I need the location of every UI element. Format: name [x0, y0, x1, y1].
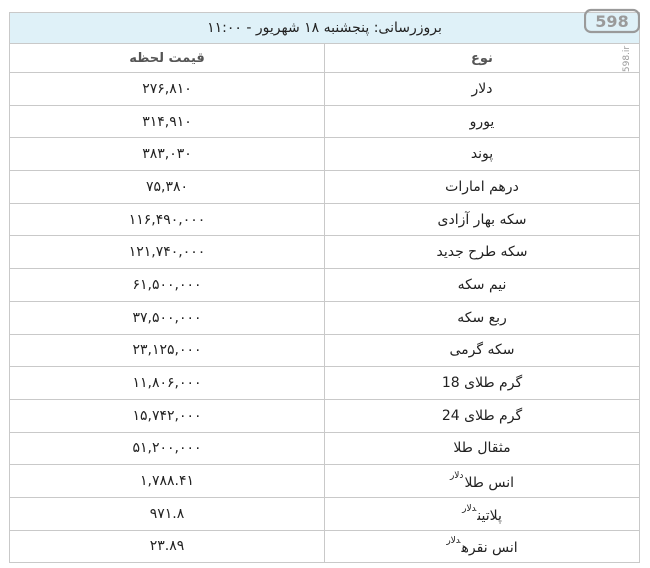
site-logo [584, 8, 640, 34]
row-price-value: ۱۱,۸۰۶,۰۰۰ [132, 375, 202, 392]
table-row [10, 497, 640, 530]
row-type-cell [325, 432, 640, 465]
row-price-value: ۱,۷۸۸.۴۱ [139, 473, 195, 490]
row-price-cell [10, 203, 325, 236]
row-price-cell [10, 334, 325, 367]
update-title: بروزرسانی: پنجشنبه ۱۸ شهریور - ۱۱:۰۰ [207, 20, 442, 36]
row-price-value: ۲۷۶,۸۱۰ [142, 80, 192, 97]
row-price-value: ۳۸۳,۰۳۰ [142, 146, 192, 163]
row-type-cell [325, 236, 640, 269]
row-price-cell [10, 269, 325, 302]
row-type-label: انس نقره [461, 540, 518, 557]
table-row [10, 334, 640, 367]
row-price-value: ۳۷,۵۰۰,۰۰۰ [132, 309, 202, 326]
table-row [10, 530, 640, 563]
row-price-cell [10, 465, 325, 498]
row-price-value: ۲۳,۱۲۵,۰۰۰ [132, 342, 202, 359]
row-price-cell [10, 73, 325, 106]
row-price-cell [10, 138, 325, 171]
row-type-cell [325, 203, 640, 236]
row-price-cell [10, 105, 325, 138]
row-type-cell [325, 465, 640, 498]
row-type-label: پوند [470, 146, 494, 163]
row-price-value: ۹۷۱.۸ [149, 505, 185, 522]
price-board [9, 12, 640, 563]
row-type-label: درهم امارات [445, 178, 519, 195]
table-row [10, 301, 640, 334]
row-price-value: ۱۱۶,۴۹۰,۰۰۰ [128, 211, 206, 228]
row-unit-label: دلار [446, 536, 461, 547]
row-type-cell [325, 138, 640, 171]
row-type-cell [325, 301, 640, 334]
price-rows [10, 73, 640, 563]
side-domain-text: 598.ir [622, 45, 632, 73]
column-header-price: قیمت لحظه [10, 44, 325, 73]
row-unit-label: دلار [449, 471, 464, 482]
row-price-cell [10, 236, 325, 269]
row-type-cell [325, 367, 640, 400]
table-row [10, 105, 640, 138]
row-price-value: ۲۳.۸۹ [149, 538, 185, 555]
row-type-label: انس طلا [464, 475, 515, 492]
row-type-label: گرم طلای 18 [441, 375, 523, 392]
row-price-value: ۱۵,۷۴۲,۰۰۰ [132, 407, 202, 424]
table-row [10, 432, 640, 465]
table-row [10, 203, 640, 236]
row-price-value: ۶۱,۵۰۰,۰۰۰ [132, 276, 202, 293]
row-type-label: دلار [471, 80, 493, 97]
update-title-bar [9, 12, 640, 44]
row-price-cell [10, 399, 325, 432]
row-price-cell [10, 171, 325, 204]
row-price-value: ۱۲۱,۷۴۰,۰۰۰ [128, 244, 206, 261]
row-type-cell [325, 399, 640, 432]
row-type-label: سکه بهار آزادی [437, 211, 527, 228]
row-price-cell [10, 530, 325, 563]
table-row [10, 171, 640, 204]
logo-text: 598 [595, 12, 629, 31]
price-table [9, 44, 640, 563]
table-row [10, 236, 640, 269]
row-type-label: سکه گرمی [449, 342, 515, 359]
column-header-type: نوع [325, 44, 640, 73]
row-type-cell [325, 105, 640, 138]
row-type-cell [325, 73, 640, 106]
row-price-cell [10, 497, 325, 530]
row-price-cell [10, 301, 325, 334]
table-row [10, 399, 640, 432]
row-type-cell [325, 334, 640, 367]
row-type-label: گرم طلای 24 [441, 407, 523, 424]
table-row [10, 367, 640, 400]
row-type-cell [325, 530, 640, 563]
row-type-label: سکه طرح جدید [436, 244, 528, 261]
row-type-cell [325, 497, 640, 530]
row-type-label: پلاتین [477, 507, 502, 524]
table-row [10, 73, 640, 106]
row-type-cell [325, 269, 640, 302]
row-type-label: ربع سکه [457, 309, 507, 326]
row-type-label: یورو [469, 113, 495, 130]
table-row [10, 465, 640, 498]
table-header-row [10, 44, 640, 73]
table-row [10, 138, 640, 171]
row-unit-label: دلار [462, 503, 477, 514]
row-price-value: ۷۵,۳۸۰ [145, 178, 189, 195]
side-domain-watermark [617, 44, 637, 80]
table-row [10, 269, 640, 302]
row-type-label: نیم سکه [457, 276, 507, 293]
row-price-cell [10, 367, 325, 400]
row-type-cell [325, 171, 640, 204]
row-price-value: ۳۱۴,۹۱۰ [142, 113, 192, 130]
row-type-label: مثقال طلا [453, 440, 511, 457]
row-price-cell [10, 432, 325, 465]
row-price-value: ۵۱,۲۰۰,۰۰۰ [132, 440, 202, 457]
